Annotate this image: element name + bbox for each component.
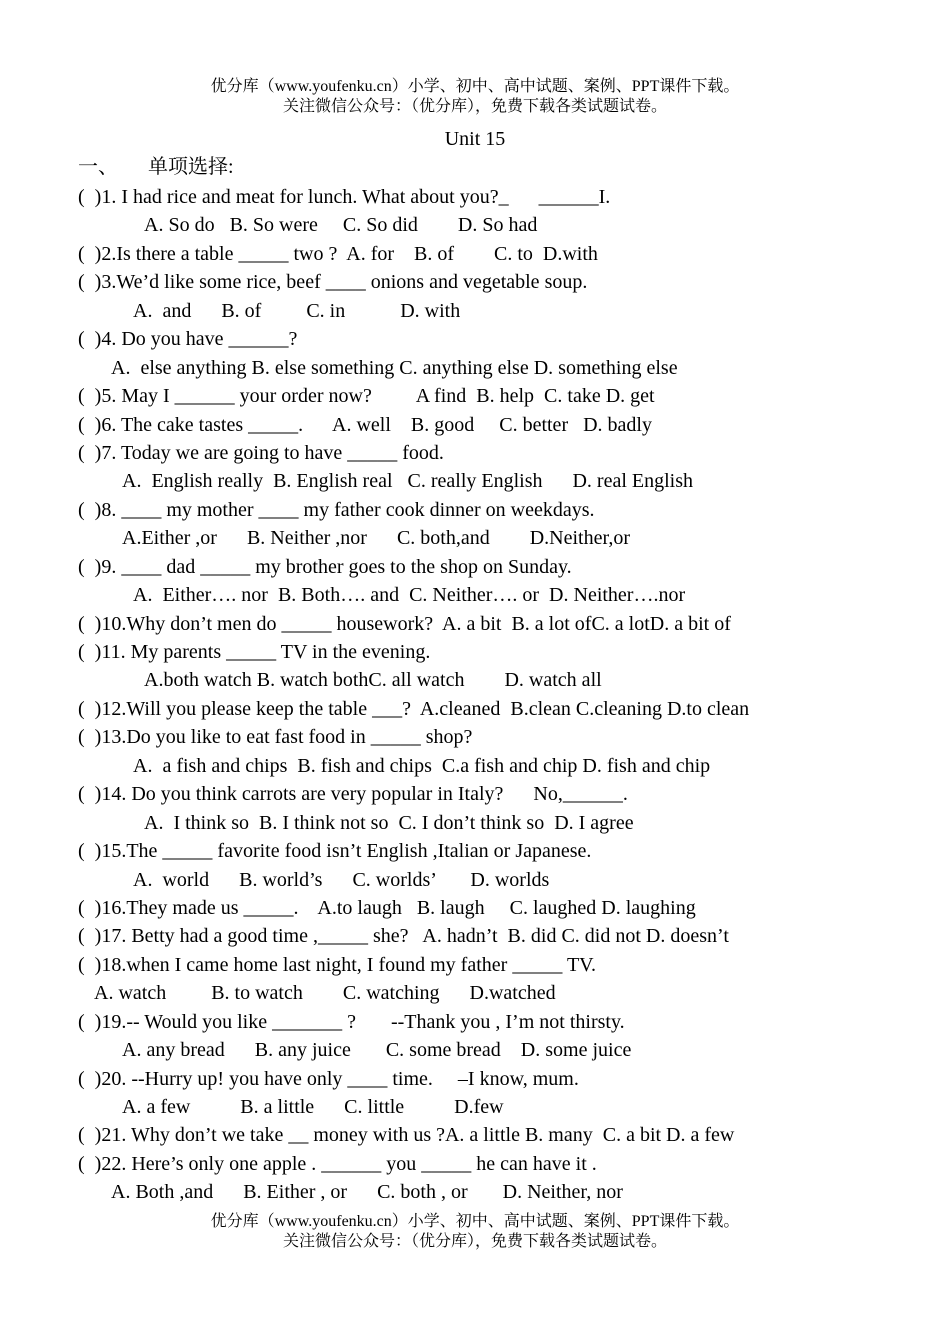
question-line: ( )19.-- Would you like _______ ? --Thank you , I’m not thirsty.	[78, 1010, 625, 1033]
question-line: ( )3.We’d like some rice, beef ____ onions and vegetable soup.	[78, 271, 588, 294]
question-line: ( )21. Why don’t we take __ money with us ?A. a little B. many C. a bit D. a few	[78, 1124, 735, 1147]
question-line: ( )12.Will you please keep the table ___? A.cleaned B.clean C.cleaning D.to clean	[78, 697, 750, 720]
question-line: ( )1. I had rice and meat for lunch. What about you?_ ______I.	[78, 186, 611, 208]
options-line: A. Both ,and B. Either , or C. both , or D. Neither, nor	[111, 1181, 623, 1204]
question-list	[78, 183, 938, 1207]
question-line: ( )10.Why don’t men do _____ housework? A. a bit B. a lot ofC. a lotD. a bit of	[78, 612, 731, 635]
question-line: ( )2.Is there a table _____ two ? A. for B. of C. to D.with	[78, 242, 598, 265]
options-line: A.Either ,or B. Neither ,nor C. both,and D.Neither,or	[122, 527, 630, 550]
options-line: A. and B. of C. in D. with	[133, 299, 461, 322]
question-line: ( )16.They made us _____. A.to laugh B. laugh C. laughed D. laughing	[78, 896, 696, 919]
question-line: ( )6. The cake tastes _____. A. well B. good C. better D. badly	[78, 413, 652, 436]
question-line: ( )8. ____ my mother ____ my father cook dinner on weekdays.	[78, 498, 595, 521]
header-watermark-line2: 关注微信公众号：（优分库），免费下载各类试题试卷。	[282, 98, 667, 115]
options-line: A. else anything B. else something C. anything else D. something else	[111, 356, 678, 379]
question-line: ( )17. Betty had a good time ,_____ she? A. hadn’t B. did C. did not D. doesn’t	[78, 925, 729, 948]
options-line: A. a few B. a little C. little D.few	[122, 1096, 504, 1118]
options-line: A. a fish and chips B. fish and chips C.a fish and chip D. fish and chip	[133, 754, 711, 777]
options-line: A.both watch B. watch bothC. all watch D. watch all	[144, 669, 602, 692]
question-line: ( )15.The _____ favorite food isn’t English ,Italian or Japanese.	[78, 840, 592, 863]
question-line: ( )9. ____ dad _____ my brother goes to the shop on Sunday.	[78, 555, 572, 578]
question-line: ( )5. May I ______ your order now? A find B. help C. take D. get	[78, 385, 655, 408]
options-line: A. any bread B. any juice C. some bread D. some juice	[122, 1039, 632, 1062]
footer-watermark-line2: 关注微信公众号：（优分库），免费下载各类试题试卷。	[282, 1233, 667, 1250]
options-line: A. I think so B. I think not so C. I don’t think so D. I agree	[144, 811, 634, 834]
question-line: ( )20. --Hurry up! you have only ____ time. –I know, mum.	[78, 1067, 579, 1090]
section-title: 一、 单项选择:	[78, 156, 234, 178]
footer-watermark-line1: 优分库（www.youfenku.cn）小学、初中、高中试题、案例、PPT课件下载。	[210, 1213, 740, 1230]
question-line: ( )4. Do you have ______?	[78, 328, 298, 351]
question-line: ( )22. Here’s only one apple . ______ you _____ he can have it .	[78, 1152, 597, 1175]
options-line: A. English really B. English real C. really English D. real English	[122, 470, 694, 493]
page-title: Unit 15	[444, 128, 506, 150]
question-line: ( )13.Do you like to eat fast food in _____ shop?	[78, 726, 473, 749]
question-line: ( )18.when I came home last night, I found my father _____ TV.	[78, 953, 597, 976]
options-line: A. Either…. nor B. Both…. and C. Neither…. or D. Neither….nor	[133, 584, 686, 607]
options-line: A. So do B. So were C. So did D. So had	[144, 214, 538, 237]
question-line: ( )11. My parents _____ TV in the evening.	[78, 641, 431, 663]
header-watermark-line1: 优分库（www.youfenku.cn）小学、初中、高中试题、案例、PPT课件下载。	[210, 78, 740, 95]
question-line: ( )14. Do you think carrots are very popular in Italy? No,______.	[78, 783, 628, 806]
options-line: A. world B. world’s C. worlds’ D. worlds	[133, 868, 550, 891]
options-line: A. watch B. to watch C. watching D.watched	[94, 982, 556, 1005]
question-line: ( )7. Today we are going to have _____ food.	[78, 441, 444, 464]
